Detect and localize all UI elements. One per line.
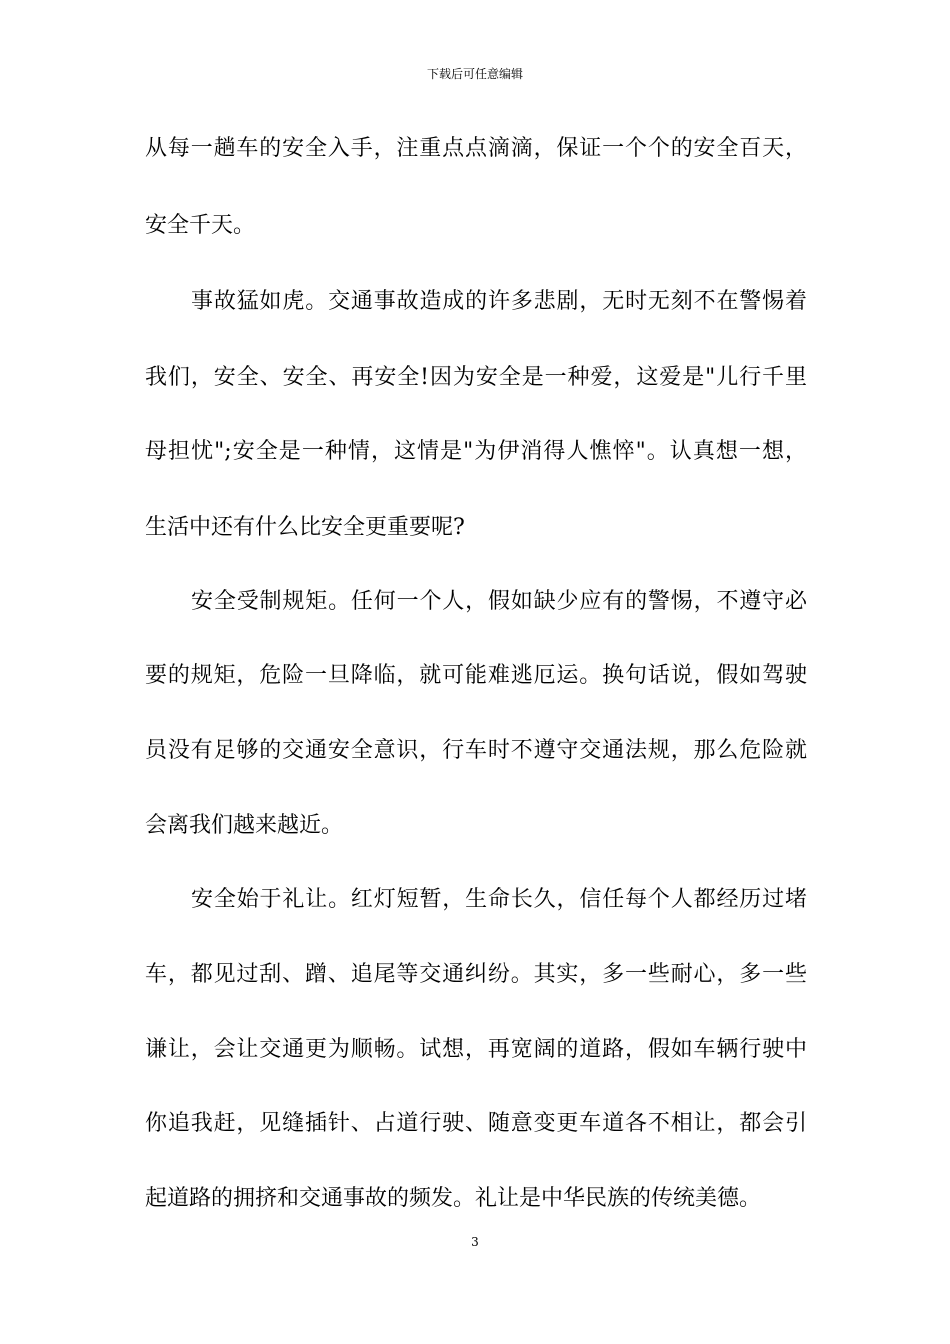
page-number: 3 — [471, 1235, 479, 1249]
text-line: 安全始于礼让。红灯短暂，生命长久，信任每个人都经历过堵 — [191, 887, 807, 912]
text-line: 谦让，会让交通更为顺畅。试想，再宽阔的道路，假如车辆行驶中 — [145, 1037, 807, 1062]
text-line: 生活中还有什么比安全更重要呢? — [145, 515, 465, 540]
text-line: 你追我赶，见缝插针、占道行驶、随意变更车道各不相让，都会引 — [145, 1111, 807, 1136]
text-line: 我们，安全、安全、再安全!因为安全是一种爱，这爱是"儿行千里 — [145, 365, 807, 390]
text-line: 起道路的拥挤和交通事故的频发。礼让是中华民族的传统美德。 — [145, 1186, 762, 1211]
text-line: 从每一趟车的安全入手，注重点点滴滴，保证一个个的安全百天， — [145, 136, 807, 161]
text-line: 母担忧";安全是一种情，这情是"为伊消得人憔悴"。认真想一想， — [145, 439, 807, 464]
text-line: 事故猛如虎。交通事故造成的许多悲剧，无时无刻不在警惕着 — [191, 289, 807, 314]
page-header: 下载后可任意编辑 — [426, 67, 523, 81]
text-line: 员没有足够的交通安全意识，行车时不遵守交通法规，那么危险就 — [145, 738, 807, 763]
text-line: 安全千天。 — [145, 213, 256, 238]
text-line: 车，都见过刮、蹭、追尾等交通纠纷。其实，多一些耐心，多一些 — [145, 962, 807, 987]
text-line: 安全受制规矩。任何一个人，假如缺少应有的警惕，不遵守必 — [191, 589, 807, 614]
text-line: 会离我们越来越近。 — [145, 813, 344, 838]
text-line: 要的规矩，危险一旦降临，就可能难逃厄运。换句话说，假如驾驶 — [145, 663, 807, 688]
